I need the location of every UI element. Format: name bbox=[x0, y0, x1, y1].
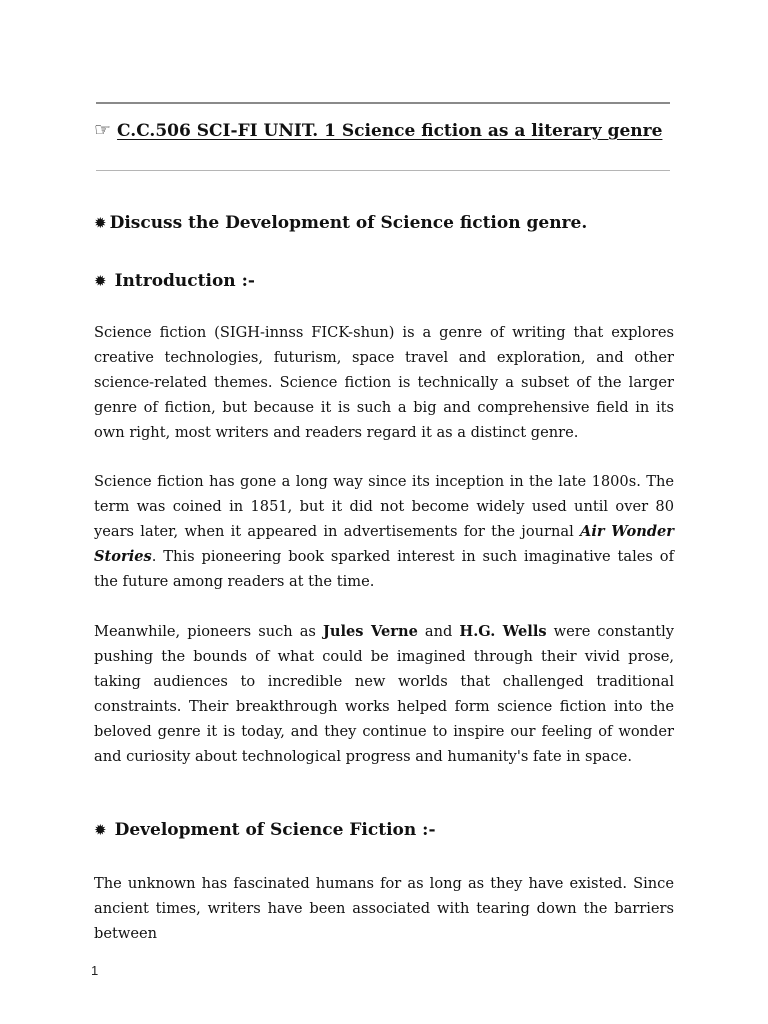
author-name-verne: Jules Verne bbox=[322, 623, 418, 640]
paragraph-2 bbox=[94, 470, 674, 595]
paragraph-3-text-3: were constantly pushing the bounds of what could be imagined through their vivid prose, taking audiences to incredible new worlds that challenged traditional constraints. Their breakthrough works helped form science fiction into the beloved genre it is today, and they continue to inspire our feeling of wonder and curiosity about technological progress and humanity's fate in space. bbox=[94, 623, 674, 765]
introduction-heading bbox=[94, 271, 255, 291]
development-heading bbox=[94, 820, 436, 840]
page-number: 1 bbox=[91, 963, 99, 978]
paragraph-3-text-1: Meanwhile, pioneers such as bbox=[94, 623, 323, 640]
paragraph-4: The unknown has fascinated humans for as long as they have existed. Since ancient times, writers have been associated with tearing down the barriers between bbox=[94, 875, 674, 942]
journal-title: Air Wonder Stories bbox=[94, 522, 674, 565]
question-heading-text: Discuss the Development of Science fiction genre. bbox=[109, 213, 588, 233]
document-title bbox=[94, 119, 694, 141]
paragraph-3-text-2: and bbox=[417, 623, 460, 640]
development-heading-text: Development of Science Fiction :- bbox=[114, 820, 436, 840]
author-name-wells: H.G. Wells bbox=[459, 623, 547, 640]
title-text: C.C.506 SCI-FI UNIT. 1 Science fiction as a literary genre bbox=[117, 121, 663, 141]
paragraph-2-text-start: Science fiction has gone a long way since its inception in the late 1800s. The term was coined in 1851, but it did not become widely used until over 80 years later, when it appeared in advertisements for the journal bbox=[94, 473, 674, 540]
paragraph-1: Science fiction (SIGH-innss FICK-shun) is a genre of writing that explores creative technologies, futurism, space travel and exploration, and other science-related themes. Science fiction is technically a subset of the larger genre of fiction, but because it is such a big and comprehensive field in its own right, most writers and readers regard it as a distinct genre. bbox=[94, 324, 674, 441]
question-heading bbox=[94, 213, 587, 233]
paragraph-2-text-end: . This pioneering book sparked interest in such imaginative tales of the future among readers at the time. bbox=[94, 547, 674, 590]
star-bullet-icon: ✹ bbox=[94, 272, 107, 290]
bottom-rule bbox=[96, 170, 670, 171]
top-rule bbox=[96, 102, 670, 104]
star-bullet-icon: ✹ bbox=[94, 821, 107, 839]
star-bullet-icon: ✹ bbox=[94, 214, 107, 232]
pointing-hand-icon: ☞ bbox=[94, 119, 112, 141]
paragraph-3 bbox=[94, 620, 674, 769]
introduction-heading-text: Introduction :- bbox=[114, 271, 255, 291]
